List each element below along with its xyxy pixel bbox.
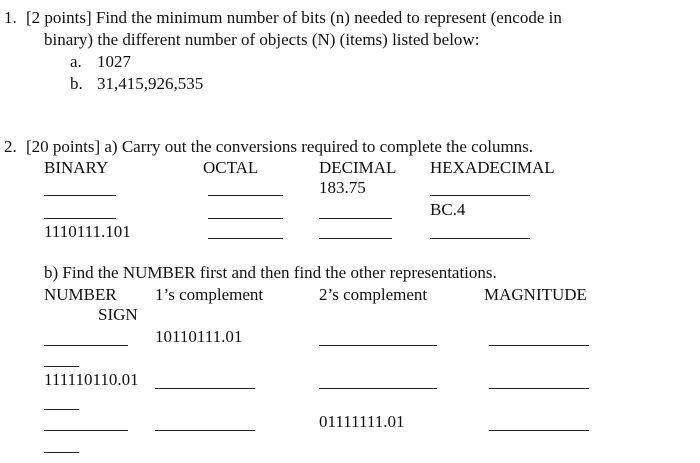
q1-text-line1: [2 points] Find the minimum number of bits (n) needed to represent (encode in bbox=[26, 8, 562, 27]
b-row1-number-blank[interactable] bbox=[44, 345, 128, 346]
row2-binary-blank[interactable] bbox=[44, 218, 116, 219]
row3-decimal-blank[interactable] bbox=[319, 238, 392, 239]
b-row2-sign-blank[interactable] bbox=[44, 366, 79, 367]
q1-b-label: b. bbox=[70, 74, 83, 93]
b-row3-ones-blank[interactable] bbox=[155, 430, 255, 431]
q2b-intro: b) Find the NUMBER first and then find the other representations. bbox=[44, 263, 497, 282]
row2-hex-value: BC.4 bbox=[430, 200, 466, 219]
b-row3-number-blank[interactable] bbox=[44, 430, 128, 431]
b-row3-magnitude-blank[interactable] bbox=[489, 430, 589, 431]
row1-octal-blank[interactable] bbox=[208, 195, 283, 196]
header-decimal: DECIMAL bbox=[319, 158, 397, 177]
header-magnitude: MAGNITUDE bbox=[484, 285, 587, 304]
header-number: NUMBER bbox=[44, 285, 117, 304]
b-row2-ones-blank[interactable] bbox=[155, 388, 255, 389]
header-twos-complement: 2’s complement bbox=[319, 285, 428, 304]
row1-binary-blank[interactable] bbox=[44, 195, 116, 196]
b-row2-twos-blank[interactable] bbox=[319, 388, 437, 389]
q1-b-value: 31,415,926,535 bbox=[97, 74, 204, 93]
b-row3-twos-value: 01111111.01 bbox=[319, 412, 405, 431]
row2-octal-blank[interactable] bbox=[208, 218, 283, 219]
b-row2-number-value: 111110110.01 bbox=[44, 370, 139, 389]
b-row1-magnitude-blank[interactable] bbox=[489, 345, 589, 346]
b-row2-magnitude-blank[interactable] bbox=[489, 388, 589, 389]
row2-decimal-blank[interactable] bbox=[319, 218, 392, 219]
header-hexadecimal: HEXADECIMAL bbox=[430, 158, 555, 177]
header-binary: BINARY bbox=[44, 158, 109, 177]
row3-binary-value: 1110111.101 bbox=[44, 222, 131, 241]
q1-a-label: a. bbox=[70, 52, 82, 71]
header-sign: SIGN bbox=[98, 305, 138, 324]
b-row1-twos-blank[interactable] bbox=[319, 345, 437, 346]
row3-hex-blank[interactable] bbox=[430, 238, 530, 239]
b-row1-ones-value: 10110111.01 bbox=[155, 327, 243, 346]
row3-octal-blank[interactable] bbox=[208, 238, 283, 239]
q2-intro: [20 points] a) Carry out the conversions required to complete the columns. bbox=[26, 137, 534, 156]
row1-decimal-value: 183.75 bbox=[319, 178, 366, 197]
q2-number: 2. bbox=[4, 137, 17, 156]
header-octal: OCTAL bbox=[203, 158, 259, 177]
header-ones-complement: 1’s complement bbox=[155, 285, 264, 304]
b-row3-sign-blank[interactable] bbox=[44, 409, 79, 410]
q1-a-value: 1027 bbox=[97, 52, 131, 71]
q1-text-line2: binary) the different number of objects (N) (items) listed below: bbox=[44, 30, 480, 49]
row1-hex-blank[interactable] bbox=[430, 195, 530, 196]
b-row4-sign-blank[interactable] bbox=[44, 452, 79, 453]
q1-number: 1. bbox=[4, 8, 17, 27]
